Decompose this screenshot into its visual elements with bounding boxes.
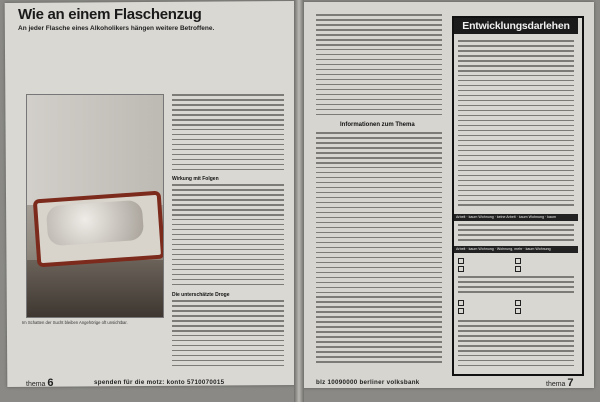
article-column-left	[172, 94, 284, 174]
article-column-right-top	[316, 14, 442, 118]
box-text	[458, 40, 574, 212]
box-strip-1: Arbeit · kaum Wohnung · keine Arbeit · kaum Wohnung · kaum	[454, 214, 578, 221]
article-column-left-3	[172, 300, 284, 370]
box-checkbox-1[interactable]	[458, 258, 467, 264]
article-column-right-bottom	[316, 132, 442, 370]
box-strip-2: Arbeit · kaum Wohnung · Wohnung, mehr · kaum Wohnung	[454, 246, 578, 253]
box-checkbox-6[interactable]	[515, 300, 524, 306]
box-checkbox-7[interactable]	[458, 308, 467, 314]
box-title: Entwicklungsdarlehen	[454, 18, 578, 34]
box-checkbox-5[interactable]	[458, 300, 467, 306]
footer-donation: spenden für die motz: konto 5710070015	[94, 379, 225, 386]
box-form-lines	[458, 276, 574, 298]
article-title: Wie an einem Flaschenzug	[18, 6, 202, 23]
section-heading-wirkung: Wirkung mit Folgen	[172, 176, 219, 182]
box-checkbox-3[interactable]	[458, 266, 467, 272]
photo-caption: Im Schatten der Sucht bleiben Angehörige oft unsichtbar.	[22, 320, 128, 325]
page-gutter	[294, 0, 304, 402]
box-form-fields	[458, 224, 574, 244]
photo-bedroom-icon	[26, 94, 164, 318]
box-checkbox-2[interactable]	[515, 258, 524, 264]
box-checkbox-8[interactable]	[515, 308, 524, 314]
article-subtitle: An jeder Flasche eines Alkoholikers hängen weitere Betroffene.	[18, 25, 215, 32]
box-checkbox-4[interactable]	[515, 266, 524, 272]
article-column-left-2	[172, 184, 284, 288]
footer-magazine-left: thema 6	[26, 377, 54, 389]
footer-magazine-right: thema 7	[546, 377, 574, 389]
box-bottom-lines	[458, 320, 574, 368]
footer-bank: blz 10090000 berliner volksbank	[316, 379, 420, 386]
info-heading: Informationen zum Thema	[340, 122, 415, 128]
section-heading-droge: Die unterschätzte Droge	[172, 292, 230, 298]
